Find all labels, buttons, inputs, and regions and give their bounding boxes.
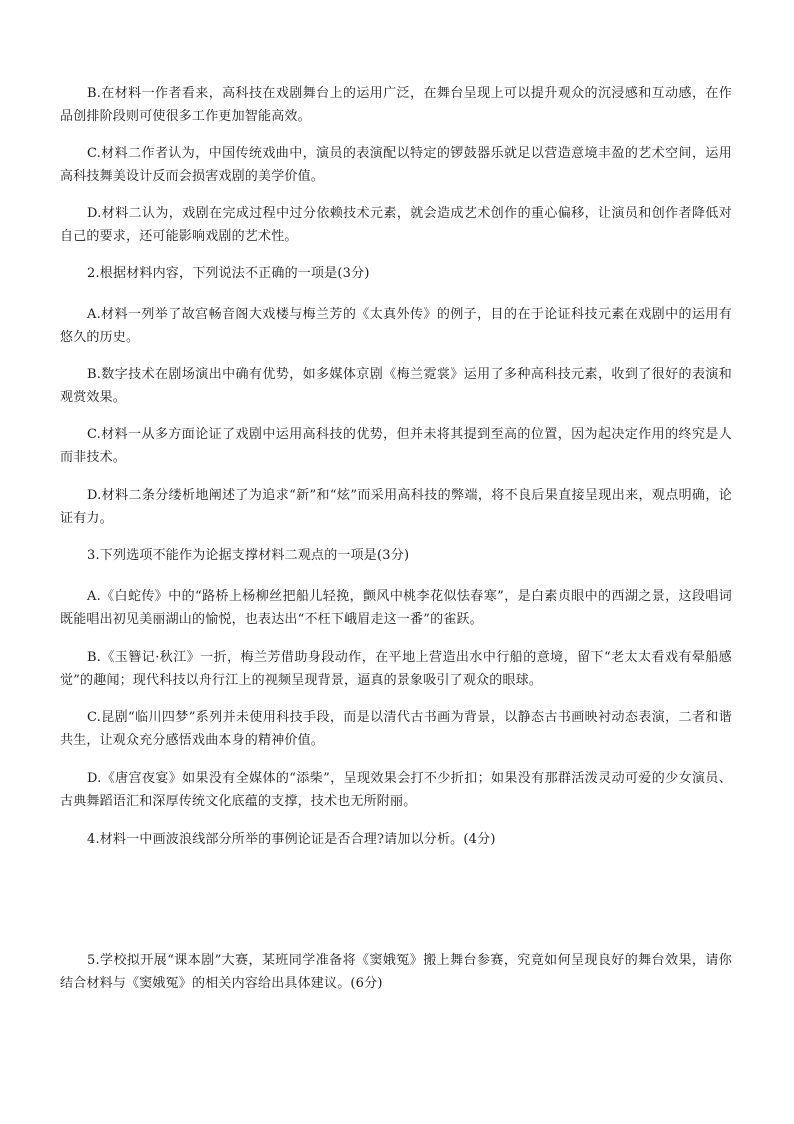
question-2-stem: 2.根据材料内容，下列说法不正确的一项是(3分) [87, 266, 370, 281]
question-4-stem: 4.材料一中画波浪线部分所举的事例论证是否合理?请加以分析。(4分) [87, 832, 496, 847]
question-2-option-b: B.数字技术在剧场演出中确有优势，如多媒体京剧《梅兰霓裳》运用了多种高科技元素，收到了很好的表演和观赏效果。 [60, 367, 732, 405]
question-3-option-a: A.《白蛇传》中的“路桥上杨柳丝把船儿轻挽，颤风中桃李花似怯春寒”，是白素贞眼中的西湖之景，这段唱词既能唱出初见美丽湖山的愉悦，也表达出“不枉下峨眉走这一番”的雀跃。 [60, 589, 732, 627]
question-3-option-b: B.《玉簪记·秋江》一折，梅兰芳借助身段动作，在平地上营造出水中行船的意境，留下“老太太看戏有晕船感觉”的趣闻；现代科技以舟行江上的视频呈现背景，逼真的景象吸引了观众的眼球。 [60, 650, 732, 688]
question-2-option-c: C.材料一从多方面论证了戏剧中运用高科技的优势，但并未将其提到至高的位置，因为起决定作用的终究是人而非技术。 [60, 427, 732, 465]
question-3-option-d: D.《唐宫夜宴》如果没有全媒体的“添柴”，呈现效果会打不少折扣；如果没有那群活泼灵动可爱的少女演员、古典舞蹈语汇和深厚传统文化底蕴的支撑，技术也无所附丽。 [60, 771, 732, 809]
question-2-option-a: A.材料一列举了故宫畅音阁大戏楼与梅兰芳的《太真外传》的例子，目的在于论证科技元素在戏剧中的运用有悠久的历史。 [60, 307, 732, 345]
question-3-stem: 3.下列选项不能作为论据支撑材料二观点的一项是(3分) [87, 548, 410, 563]
question-3-option-c: C.昆剧“临川四梦”系列并未使用科技手段，而是以清代古书画为背景，以静态古书画映衬动态表演，二者和谐共生，让观众充分感悟戏曲本身的精神价值。 [60, 710, 732, 748]
option-d-paragraph: D.材料二认为，戏剧在完成过程中过分依赖技术元素，就会造成艺术创作的重心偏移，让演员和创作者降低对自己的要求，还可能影响戏剧的艺术性。 [60, 206, 732, 244]
option-c-paragraph: C.材料二作者认为，中国传统戏曲中，演员的表演配以特定的锣鼓器乐就足以营造意境丰盈的艺术空间，运用高科技舞美设计反而会损害戏剧的美学价值。 [60, 146, 732, 184]
question-2-option-d: D.材料二条分缕析地阐述了为追求“新”和“炫”而采用高科技的弊端，将不良后果直接呈现出来，观点明确，论证有力。 [60, 488, 732, 526]
option-b-paragraph: B.在材料一作者看来，高科技在戏剧舞台上的运用广泛，在舞台呈现上可以提升观众的沉浸感和互动感，在作品创排阶段则可使很多工作更加智能高效。 [60, 86, 732, 124]
question-5-stem: 5.学校拟开展“课本剧”大赛，某班同学准备将《窦娥冤》搬上舞台参赛，究竟如何呈现良好的舞台效果，请你结合材料与《窦娥冤》的相关内容给出具体建议。(6分) [60, 953, 732, 991]
